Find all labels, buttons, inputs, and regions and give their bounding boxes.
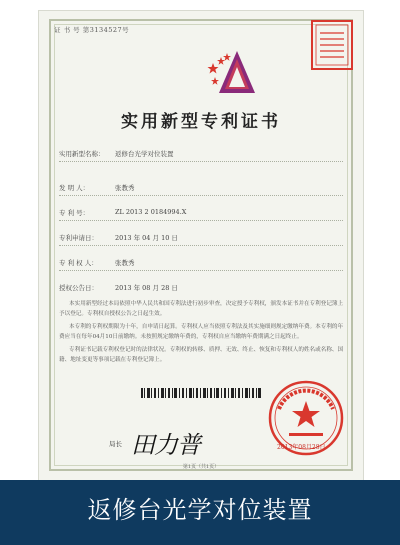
body-paragraph: 本实用新型经过本局依照中华人民共和国专利法进行初步审查，决定授予专利权，颁发本证书并在专利登记簿上予以登记。专利权自授权公告之日起生效。 (59, 301, 344, 317)
field-patent-number: 专 利 号： ZL 2013 2 0184994.X (59, 208, 187, 217)
field-grant-date: 授权公告日： 2013 年 08 月 28 日 (59, 284, 178, 292)
sipo-emblem-icon (207, 49, 267, 95)
body-paragraph: 专利证书记载专利权登记时的法律状况。专利权的转移、质押、无效、终止、恢复和专利权人的姓名或名称、国籍、地址变更等事项记载在专利登记簿上。 (59, 347, 344, 363)
certificate-body-text (59, 300, 344, 370)
patent-certificate (38, 10, 364, 482)
body-paragraph: 本专利的专利权期限为十年，自申请日起算。专利权人应当依照专利法及其实施细则规定缴纳年费。本专利的年费应当在每年04月10日前缴纳。未按照规定缴纳年费的，专利权自应当缴纳年费期满之日起终止。 (59, 324, 344, 340)
field-application-date: 专利申请日： 2013 年 04 月 10 日 (59, 234, 178, 242)
product-name: 返修台光学对位装置 (87, 496, 313, 524)
director-label: 局长 (109, 440, 122, 448)
certificate-number: 证 书 号 第3134527号 (54, 26, 130, 34)
official-seal-top (310, 19, 354, 71)
barcode-icon (141, 388, 261, 398)
director-signature: 田力普 (131, 431, 200, 459)
seal-date: 2013年08月28日 (277, 444, 326, 451)
field-inventor: 发 明 人： 张教秀 (59, 184, 135, 192)
field-patentee: 专 利 权 人： 张教秀 (59, 259, 135, 267)
page-number: 第1页（共1页） (182, 464, 220, 470)
field-utility-model-name: 实用新型名称： 返修台光学对位装置 (59, 150, 174, 158)
certificate-title: 实用新型专利证书 (121, 112, 281, 132)
